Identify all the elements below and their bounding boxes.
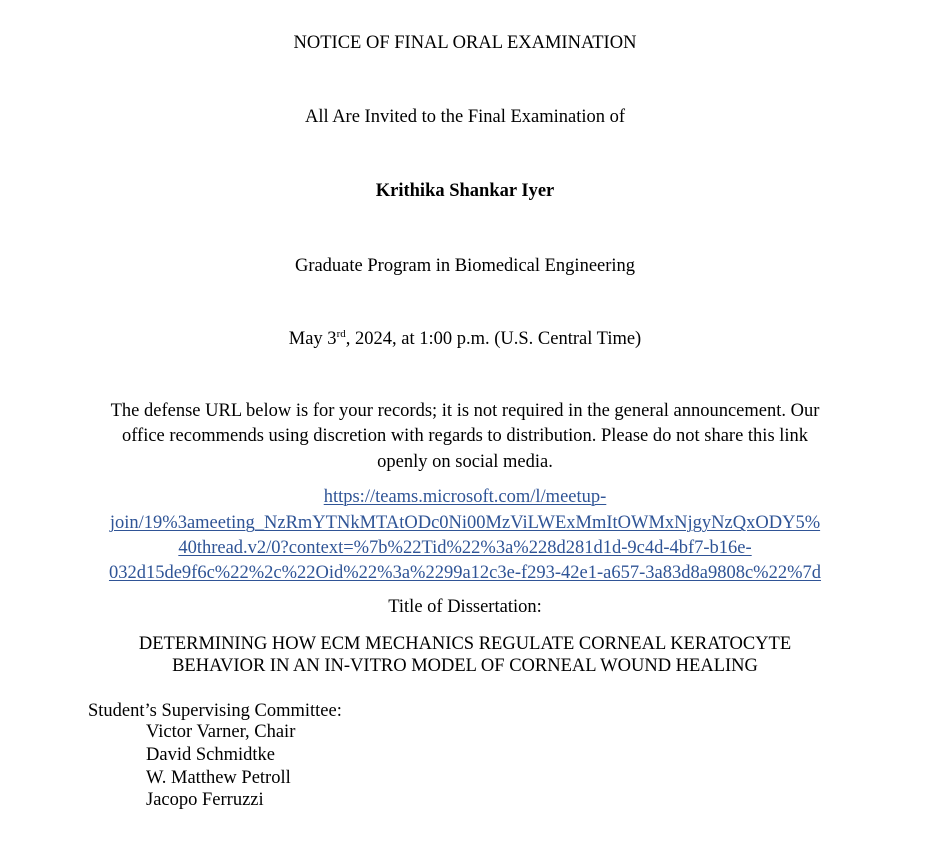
meeting-link-line[interactable]: join/19%3ameeting_NzRmYTNkMTAtODc0Ni00MzViLWExMmItOWMxNjgyNzQxODY5% [109,513,821,533]
notice-heading: NOTICE OF FINAL ORAL EXAMINATION [293,33,637,53]
dissertation-label: Title of Dissertation: [388,597,542,617]
committee-member: Jacopo Ferruzzi [146,790,264,810]
meeting-link-line[interactable]: 40thread.v2/0?context=%7b%22Tid%22%3a%228d281d1d-9c4d-4bf7-b16e- [178,538,752,558]
exam-date-ordinal: rd [336,328,346,340]
committee-label: Student’s Supervising Committee: [88,701,342,721]
meeting-link-line[interactable]: https://teams.microsoft.com/l/meetup- [323,487,607,507]
exam-date [0,328,930,350]
meeting-link-line[interactable]: 032d15de9f6c%22%2c%22Oid%22%3a%2299a12c3e-f293-42e1-a657-3a83d8a9808c%22%7d [108,563,822,583]
program-name: Graduate Program in Biomedical Engineering [294,256,636,276]
committee-member: W. Matthew Petroll [146,768,291,788]
defense-note-line: office recommends using discretion with regards to distribution. Please do not share this link [121,426,809,446]
committee-member: David Schmidtke [146,745,275,765]
invitation-text: All Are Invited to the Final Examination of [304,107,626,127]
exam-date-rest: , 2024, at 1:00 p.m. (U.S. Central Time) [345,329,642,349]
exam-date-day: May 3 [288,329,337,349]
committee-member: Victor Varner, Chair [146,722,296,742]
dissertation-title-line: BEHAVIOR IN AN IN-VITRO MODEL OF CORNEAL WOUND HEALING [172,656,758,676]
defense-note-line: The defense URL below is for your records; it is not required in the general announcement. Our [110,401,820,421]
defense-note-line: openly on social media. [377,452,553,472]
candidate-name: Krithika Shankar Iyer [375,181,555,201]
dissertation-title-line: DETERMINING HOW ECM MECHANICS REGULATE CORNEAL KERATOCYTE [138,634,792,654]
